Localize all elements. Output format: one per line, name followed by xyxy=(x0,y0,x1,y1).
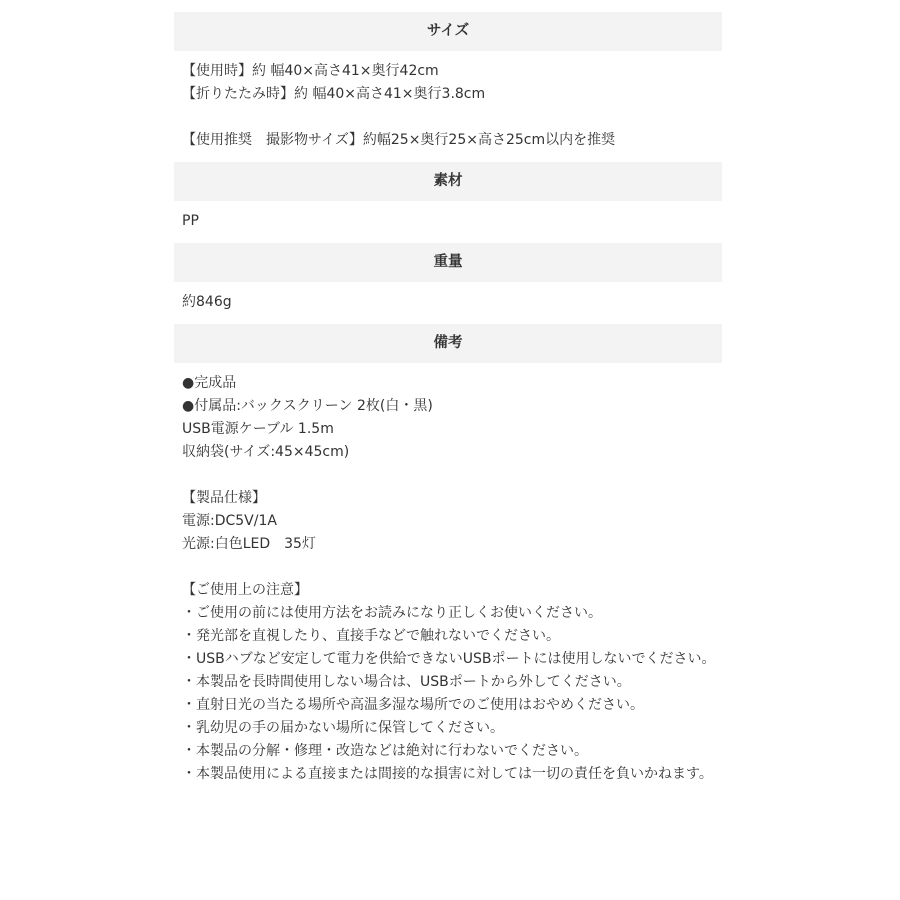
weight-value: 約846g xyxy=(182,294,232,310)
caution-item: ・本製品の分解・修理・改造などは絶対に行わないでください。 xyxy=(182,743,588,759)
section-size xyxy=(174,12,722,162)
blank-line xyxy=(182,556,722,579)
notes-line: USB電源ケーブル 1.5m xyxy=(182,421,334,437)
blank-line xyxy=(182,464,722,487)
size-line-in-use: 【使用時】約 幅40×高さ41×奥行42cm xyxy=(182,63,439,79)
notes-line: 収納袋(サイズ:45×45cm) xyxy=(182,444,350,460)
caution-item: ・乳幼児の手の届かない場所に保管してください。 xyxy=(182,720,504,736)
notes-line: 【ご使用上の注意】 xyxy=(182,582,308,598)
notes-line: 【製品仕様】 xyxy=(182,490,266,506)
section-body-material xyxy=(174,201,722,243)
caution-item: ・発光部を直視したり、直接手などで触れないでください。 xyxy=(182,628,560,644)
section-body-notes xyxy=(174,363,722,796)
notes-line: ●完成品 xyxy=(182,375,237,391)
caution-item: ・USBハブなど安定して電力を供給できないUSBポートには使用しないでください。 xyxy=(182,651,716,667)
blank-line xyxy=(182,106,722,129)
section-weight xyxy=(174,243,722,324)
caution-item: ・直射日光の当たる場所や高温多湿な場所でのご使用はおやめください。 xyxy=(182,697,644,713)
size-line-folded: 【折りたたみ時】約 幅40×高さ41×奥行3.8cm xyxy=(182,86,486,102)
caution-item: ・本製品使用による直接または間接的な損害に対しては一切の責任を負いかねます。 xyxy=(182,766,713,782)
notes-line: ●付属品:バックスクリーン 2枚(白・黒) xyxy=(182,398,433,414)
section-header-weight: 重量 xyxy=(174,243,722,282)
section-header-notes: 備考 xyxy=(174,324,722,363)
section-body-size xyxy=(174,51,722,162)
caution-item: ・ご使用の前には使用方法をお読みになり正しくお使いください。 xyxy=(182,605,602,621)
spec-table xyxy=(174,12,722,796)
material-value: PP xyxy=(182,213,199,229)
section-header-size: サイズ xyxy=(174,12,722,51)
caution-item: ・本製品を長時間使用しない場合は、USBポートから外してください。 xyxy=(182,674,631,690)
section-body-weight xyxy=(174,282,722,324)
size-line-recommended: 【使用推奨 撮影物サイズ】約幅25×奥行25×高さ25cm以内を推奨 xyxy=(182,132,616,148)
section-material xyxy=(174,162,722,243)
section-notes xyxy=(174,324,722,796)
notes-line: 電源:DC5V/1A xyxy=(182,513,277,529)
notes-line: 光源:白色LED 35灯 xyxy=(182,536,316,552)
section-header-material: 素材 xyxy=(174,162,722,201)
